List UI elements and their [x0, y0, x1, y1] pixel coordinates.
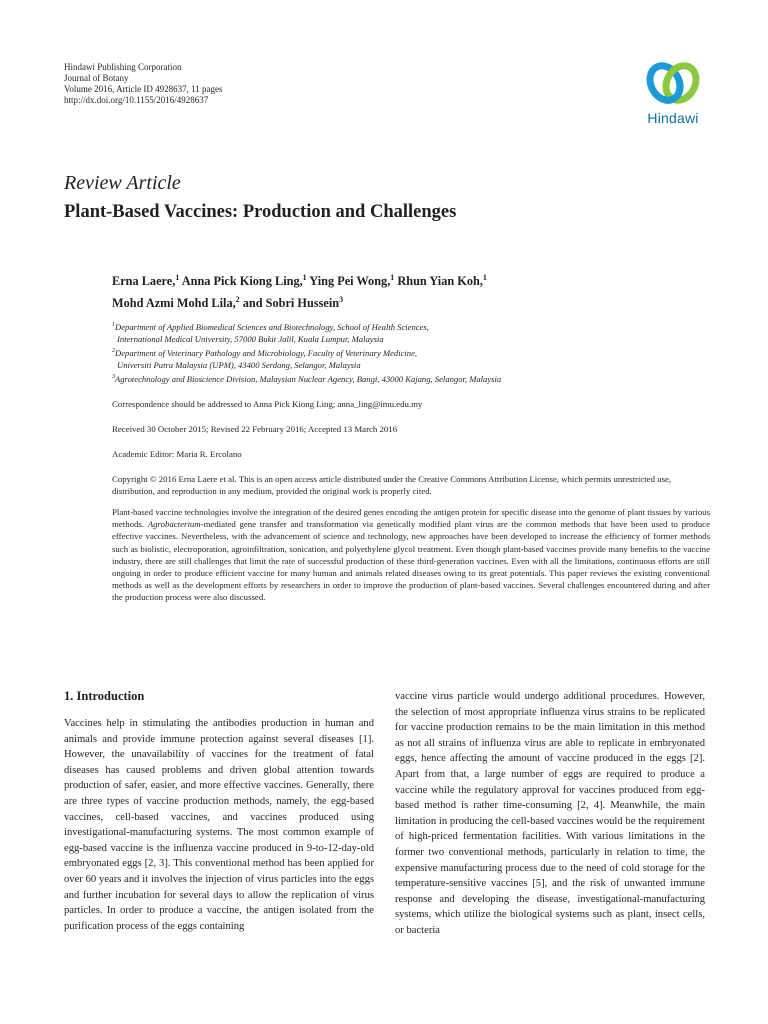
affiliation-ref: 1 — [390, 273, 395, 282]
author-list — [112, 269, 712, 312]
academic-editor: Academic Editor: Maria R. Ercolano — [112, 449, 242, 459]
affiliation-ref: 1 — [175, 273, 180, 282]
abstract — [112, 506, 710, 604]
affiliation-text: Agrotechnology and Bioscience Division, Malaysian Nuclear Agency, Bangi, 43000 Kajang, Selangor, Malaysia — [115, 373, 502, 384]
article-dates: Received 30 October 2015; Revised 22 February 2016; Accepted 13 March 2016 — [112, 424, 398, 434]
abstract-italic-term: Agrobacterium — [147, 519, 201, 530]
affiliation-text: Department of Veterinary Pathology and Microbiology, Faculty of Veterinary Medicine, — [115, 347, 418, 358]
copyright-notice: Copyright © 2016 Erna Laere et al. This is an open access article distributed under the Creative Commons Attribution License, which permits unrestricted use, distribution, and reproduction in any medium, provided the original work is properly cited. — [112, 474, 672, 496]
correspondence: Correspondence should be addressed to Anna Pick Kiong Ling; anna_ling@imu.edu.my — [112, 399, 423, 409]
affiliation-line — [112, 345, 712, 359]
hindawi-logo — [634, 58, 712, 134]
affiliation-line: International Medical University, 57000 Bukit Jalil, Kuala Lumpur, Malaysia — [117, 333, 384, 344]
abstract-text: -mediated gene transfer and transformation via genetically modified plant virus are the common methods that have been used to produce effective vaccines. Nevertheless, with the advancement of science and technology, new approaches have been developed to increase the efficiency of former methods such as biolistic, electroporation, agroinfiltration, sonication, and polyethylene glycol treatment. Even though plant-based vaccines provide many benefits to the vaccine industry, there are still challenges that limit the rate of successful production of these third-generation vaccines. Even with all the limitations, continuous efforts are still ongoing in order to produce efficient vaccine for many human and animals related diseases owing to its great potentials. This paper reviews the existing conventional methods as well as the development efforts by researchers in order to improve the production of plant-based vaccines. Several challenges encountered during and after the production process were also discussed. — [112, 519, 710, 603]
journal-info — [64, 62, 222, 106]
affiliation-ref: 1 — [302, 273, 307, 282]
body-column-left: Vaccines help in stimulating the antibodies production in human and animals and provide immune protection against several diseases [1]. However, the unavailability of vaccines for the treatment of fatal diseases has caused problems and driven global attention towards production of safer, easier, and more effective vaccines. Generally, there are three types of vaccine production methods, namely, the egg-based vaccines, cell-based vaccines, and vaccines produced using investigational-manufacturing systems. The most common example of egg-based vaccine is the influenza vaccine produced in 9-to-12-day-old embryonated eggs [2, 3]. This conventional method has been applied for over 60 years and it involves the injection of virus particles into the eggs and further incubation for several days to allow the replication of virus particles. In order to produce a vaccine, the antigen isolated from the purification process of the eggs containing — [64, 718, 374, 932]
author-name: Erna Laere, — [112, 274, 176, 289]
affiliation-line — [112, 371, 712, 385]
article-title: Plant-Based Vaccines: Production and Challenges — [64, 202, 457, 222]
hindawi-logo-icon — [646, 58, 700, 108]
affiliation-ref: 2 — [235, 294, 240, 304]
affiliation-line: Universiti Putra Malaysia (UPM), 43400 Serdang, Selangor, Malaysia — [117, 359, 361, 370]
article-type: Review Article — [64, 172, 181, 194]
body-column-right: vaccine virus particle would undergo additional procedures. However, the selection of most appropriate influenza virus strains to be replicated for vaccine production remains to be the main limitation in this method as not all strains of influenza virus are able to replicate in embryonated eggs, hence affecting the amount of vaccine produced in the eggs [2]. Apart from that, a large number of eggs are required to produce a vaccine while the regulatory approval for vaccines produced from egg-based method is rather time-consuming [2, 4]. Meanwhile, the main limitation in producing the cell-based vaccines would be the requirement of high-priced fermentation facilities. With various limitations in the former two conventional methods, particularly in relation to time, the expensive manufacturing process due to the need of cold storage for the temperature-sensitive vaccines [5], and the risk of unwanted immune response and developing the disease, investigational-manufacturing systems, which utilize the biological systems such as plant, insect cells, or bacteria — [395, 691, 705, 936]
author-name: and Sobri Hussein — [242, 295, 340, 310]
affiliation-number: 1 — [112, 322, 115, 328]
journal-name: Journal of Botany — [64, 73, 129, 83]
doi-link[interactable]: http://dx.doi.org/10.1155/2016/4928637 — [64, 95, 209, 105]
author-name: Rhun Yian Koh, — [397, 274, 483, 289]
affiliation-line — [112, 319, 712, 333]
affiliation-ref: 1 — [482, 273, 487, 282]
affiliation-number: 3 — [112, 373, 115, 380]
volume-info: Volume 2016, Article ID 4928637, 11 pages — [64, 84, 223, 94]
affiliations — [112, 319, 712, 385]
publisher-name: Hindawi Publishing Corporation — [64, 62, 182, 72]
author-name: Ying Pei Wong, — [309, 274, 391, 289]
author-name: Mohd Azmi Mohd Lila, — [112, 295, 236, 310]
logo-wordmark: Hindawi — [647, 110, 699, 126]
affiliation-ref: 3 — [339, 294, 344, 304]
affiliation-number: 2 — [112, 347, 115, 354]
author-name: Anna Pick Kiong Ling, — [181, 274, 303, 289]
abstract-text: Plant-based vaccine technologies involve the integration of the desired genes encoding the antigen protein for specific disease into the genome of plant tissues by various methods. — [112, 507, 710, 530]
section-heading: 1. Introduction — [64, 689, 145, 703]
affiliation-text: Department of Applied Biomedical Sciences and Biotechnology, School of Health Sciences, — [115, 321, 429, 332]
